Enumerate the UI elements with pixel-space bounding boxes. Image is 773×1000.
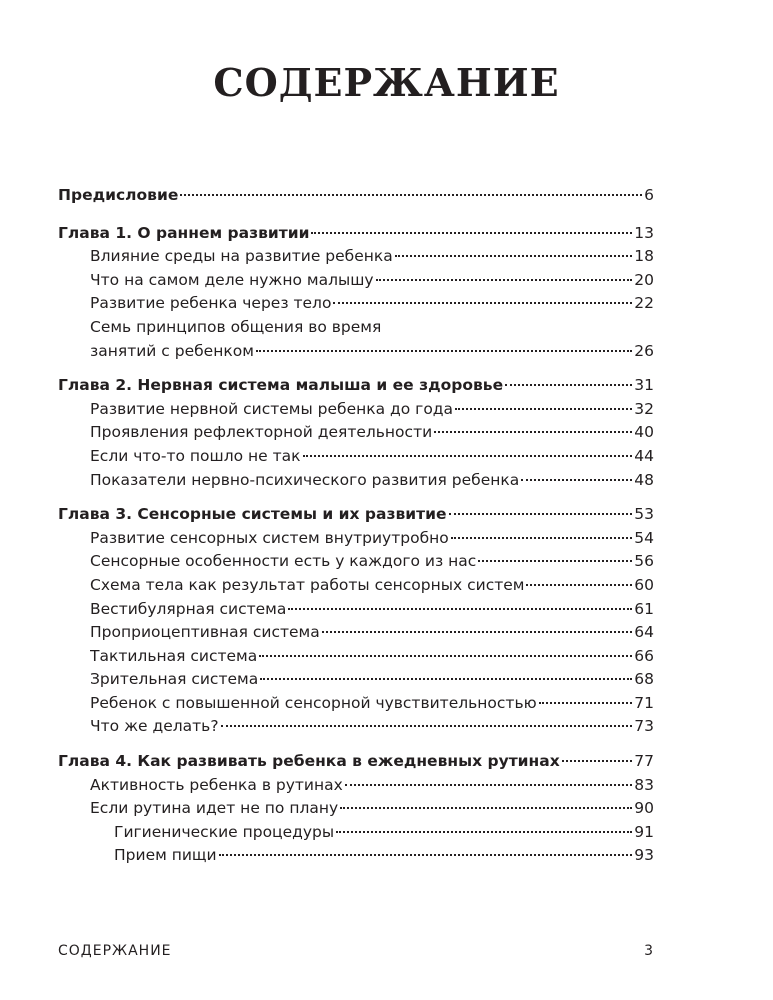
toc-entry-title: Предисловие — [58, 186, 179, 204]
toc-entry[interactable] — [58, 645, 654, 669]
leader-dots — [322, 631, 633, 633]
toc-chapter-2[interactable] — [58, 374, 654, 398]
toc-entry-title: Развитие нервной системы ребенка до года — [90, 399, 454, 418]
toc-entry[interactable] — [58, 692, 654, 716]
toc-entry-page: 53 — [634, 505, 654, 524]
toc-entry-title: Проприоцептивная система — [90, 623, 320, 642]
toc-entry-page: 26 — [634, 341, 654, 360]
toc-entry-title: Глава 2. Нервная система малыша и ее здоровье — [58, 376, 504, 395]
leader-dots — [521, 479, 632, 481]
toc-entry[interactable] — [58, 621, 654, 645]
leader-dots — [260, 678, 632, 680]
toc-entry[interactable] — [58, 340, 654, 364]
leader-dots — [256, 350, 632, 352]
toc-entry-title: Сенсорные особенности есть у каждого из нас — [90, 552, 477, 571]
toc-entry-page: 77 — [634, 752, 654, 771]
leader-dots — [180, 194, 642, 196]
toc-entry-page: 54 — [634, 528, 654, 547]
toc-entry-page: 61 — [634, 599, 654, 618]
toc-entry-page: 31 — [634, 376, 654, 395]
toc-entry-page: 66 — [634, 646, 654, 665]
toc-entry-title: Зрительная система — [90, 670, 259, 689]
toc-entry-title: Развитие сенсорных систем внутриутробно — [90, 528, 449, 547]
toc-entry-page: 68 — [634, 670, 654, 689]
toc-entry-title: Схема тела как результат работы сенсорных систем — [90, 575, 525, 594]
toc-entry-page: 60 — [634, 575, 654, 594]
toc-entry-title: Тактильная система — [90, 646, 258, 665]
toc-entry-page: 20 — [634, 270, 654, 289]
toc-entry[interactable] — [58, 269, 654, 293]
leader-dots — [526, 584, 632, 586]
toc-chapter-3[interactable] — [58, 503, 654, 527]
toc-entry-page: 48 — [634, 470, 654, 489]
toc-entry-title: Если рутина идет не по плану — [90, 799, 339, 818]
toc-chapter-1[interactable] — [58, 222, 654, 246]
page-footer — [58, 943, 654, 959]
toc-entry[interactable] — [58, 668, 654, 692]
leader-dots — [345, 784, 632, 786]
leader-dots — [434, 431, 632, 433]
page-number: 3 — [644, 943, 654, 959]
leader-dots — [395, 255, 633, 257]
toc-entry[interactable] — [58, 715, 654, 739]
toc-chapter-4[interactable] — [58, 750, 654, 774]
toc-entry-page: 56 — [634, 552, 654, 571]
leader-dots — [219, 854, 633, 856]
leader-dots — [303, 455, 633, 457]
leader-dots — [478, 560, 632, 562]
leader-dots — [336, 831, 632, 833]
leader-dots — [562, 760, 633, 762]
toc-entry-title-line1[interactable]: Семь принципов общения во время — [90, 317, 382, 336]
toc-entry-page: 71 — [634, 693, 654, 712]
toc-entry-title: Показатели нервно-психического развития ребенка — [90, 470, 520, 489]
toc-entry-page: 18 — [634, 247, 654, 266]
toc-entry-title: Вестибулярная система — [90, 599, 287, 618]
toc-entry-page: 44 — [634, 446, 654, 465]
leader-dots — [449, 513, 633, 515]
toc-entry-page: 90 — [634, 799, 654, 818]
toc-entry-page: 13 — [634, 223, 654, 242]
toc-entry-title: Активность ребенка в рутинах — [90, 775, 343, 794]
table-of-contents — [58, 184, 654, 868]
toc-entry[interactable] — [58, 527, 654, 551]
toc-entry-page: 93 — [634, 846, 654, 865]
toc-entry-page: 73 — [634, 717, 654, 736]
toc-entry[interactable] — [58, 550, 654, 574]
running-header: СОДЕРЖАНИЕ — [58, 943, 172, 959]
toc-entry[interactable] — [58, 469, 654, 493]
toc-entry-preface[interactable] — [58, 184, 654, 208]
leader-dots — [505, 384, 632, 386]
leader-dots — [221, 725, 633, 727]
toc-entry-title: Ребенок с повышенной сенсорной чувствительностью — [90, 693, 537, 712]
leader-dots — [333, 302, 632, 304]
toc-entry-page: 83 — [634, 775, 654, 794]
toc-entry[interactable] — [58, 292, 654, 316]
toc-entry[interactable] — [58, 398, 654, 422]
toc-entry-page: 32 — [634, 399, 654, 418]
toc-entry-page: 40 — [634, 423, 654, 442]
toc-entry-title: Глава 4. Как развивать ребенка в ежедневных рутинах — [58, 752, 560, 771]
toc-entry[interactable] — [58, 574, 654, 598]
toc-entry-title: Прием пищи — [114, 846, 217, 865]
toc-entry-page: 64 — [634, 623, 654, 642]
leader-dots — [376, 279, 633, 281]
toc-entry[interactable] — [58, 445, 654, 469]
toc-entry-title: Развитие ребенка через тело — [90, 294, 332, 313]
toc-entry-title: Если что-то пошло не так — [90, 446, 301, 465]
leader-dots — [311, 232, 632, 234]
page-title: СОДЕРЖАНИЕ — [213, 60, 560, 105]
toc-entry[interactable] — [58, 421, 654, 445]
leader-dots — [539, 702, 633, 704]
leader-dots — [259, 655, 632, 657]
toc-subentry[interactable] — [58, 821, 654, 845]
toc-entry-page: 6 — [644, 186, 654, 204]
toc-entry-title: Гигиенические процедуры — [114, 822, 335, 841]
toc-entry[interactable] — [58, 598, 654, 622]
leader-dots — [340, 807, 632, 809]
toc-entry-title: Влияние среды на развитие ребенка — [90, 247, 393, 266]
leader-dots — [451, 537, 633, 539]
toc-entry[interactable] — [58, 774, 654, 798]
toc-entry-title: Глава 1. О раннем развитии — [58, 223, 310, 242]
toc-entry[interactable] — [58, 797, 654, 821]
toc-entry-title: Что же делать? — [90, 717, 219, 736]
toc-entry-title: Глава 3. Сенсорные системы и их развитие — [58, 505, 447, 524]
toc-entry-title: Что на самом деле нужно малышу — [90, 270, 374, 289]
toc-entry-title-line2: занятий с ребенком — [90, 341, 254, 360]
toc-entry-title: Проявления рефлекторной деятельности — [90, 423, 433, 442]
toc-subentry[interactable] — [58, 844, 654, 868]
toc-entry[interactable] — [58, 245, 654, 269]
leader-dots — [288, 608, 632, 610]
leader-dots — [455, 408, 632, 410]
toc-entry-page: 91 — [634, 822, 654, 841]
toc-entry-page: 22 — [634, 294, 654, 313]
